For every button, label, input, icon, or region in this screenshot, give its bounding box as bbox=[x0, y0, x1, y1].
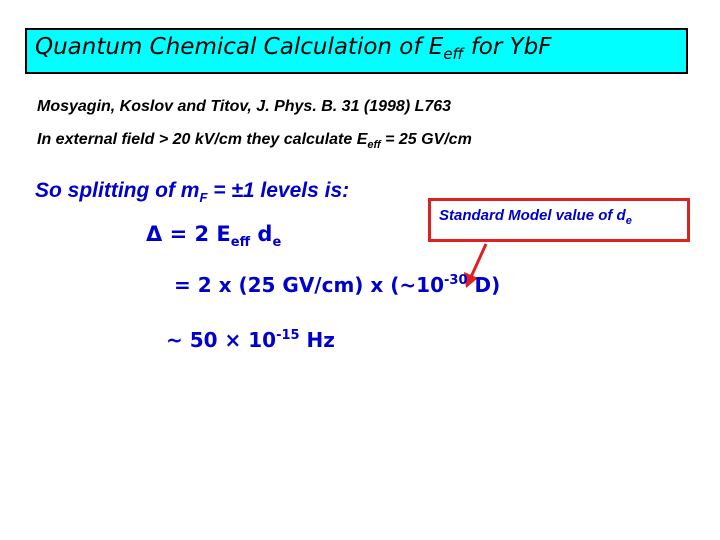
equation-line-2: ~ $50 \times 10^{-15}$ Hz bbox=[166, 328, 335, 352]
equation-line-1: = 2 x (25 GV/cm) x ($\sim 10^{-30}$ D) bbox=[174, 273, 501, 297]
delta-equation: Δ = 2 $E_{eff}$ $d_e$ bbox=[146, 222, 282, 250]
field-statement: In external field > 20 kV/cm they calculate $E_{eff} = 25$ GV/cm bbox=[37, 131, 472, 151]
callout-text: Standard Model value of $d_e$ bbox=[439, 207, 632, 227]
splitting-heading: So splitting of $m_F = \pm 1$ levels is: bbox=[35, 179, 350, 205]
slide-title: Quantum Chemical Calculation of $E_{eff}$ for YbF bbox=[35, 34, 552, 63]
reference-citation: Mosyagin, Koslov and Titov, J. Phys. B. 31 (1998) L763 bbox=[37, 98, 452, 115]
